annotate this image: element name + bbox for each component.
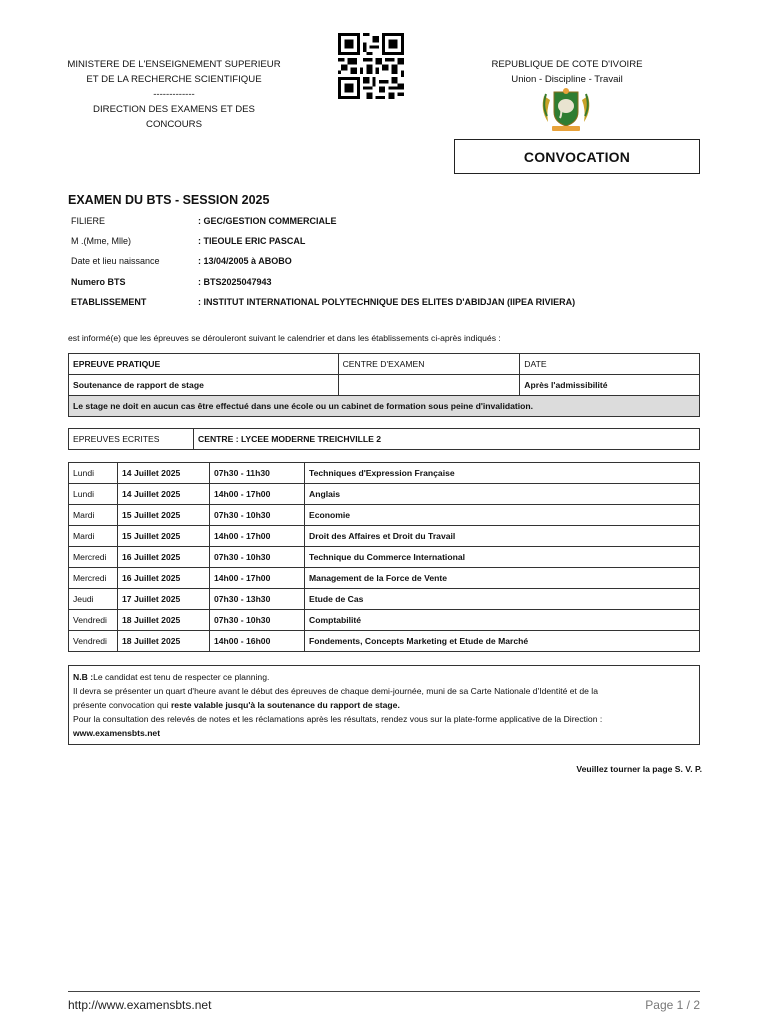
table-cell: EPREUVES ECRITES xyxy=(69,429,194,450)
table-row xyxy=(69,547,700,568)
footer-divider xyxy=(68,991,700,992)
written-exam-header xyxy=(68,428,700,450)
date-cell: 18 Juillet 2025 xyxy=(118,610,210,631)
time-cell: 07h30 - 13h30 xyxy=(210,589,305,610)
ministry-line-1: MINISTERE DE L'ENSEIGNEMENT SUPERIEUR xyxy=(67,59,281,70)
document-title: CONVOCATION xyxy=(454,139,700,174)
info-value: : INSTITUT INTERNATIONAL POLYTECHNIQUE DES ELITES D'ABIDJAN (IIPEA RIVIERA) xyxy=(198,297,576,307)
ministry-header xyxy=(60,57,288,132)
nb-notice xyxy=(68,665,700,745)
table-row xyxy=(69,610,700,631)
practical-exam-table xyxy=(68,353,700,417)
day-cell: Lundi xyxy=(69,463,118,484)
nb-line-2: Il devra se présenter un quart d'heure avant le début des épreuves de chaque demi-journée, muni de sa Carte Nationale d'Identité et de la xyxy=(73,686,598,696)
nb-line-4: Pour la consultation des relevés de notes et les réclamations après les résultats, rendez vous sur la plate-forme applicative de la Direction : xyxy=(73,714,603,724)
schedule-table xyxy=(68,462,700,652)
republic-name: REPUBLIQUE DE COTE D'IVOIRE xyxy=(491,59,643,70)
notice-cell: Le stage ne doit en aucun cas être effectué dans une école ou un cabinet de formation sous peine d'invalidation. xyxy=(69,396,700,417)
info-value: : GEC/GESTION COMMERCIALE xyxy=(198,216,337,226)
direction-line-2: CONCOURS xyxy=(146,119,202,130)
subject-cell: Anglais xyxy=(305,484,700,505)
time-cell: 07h30 - 10h30 xyxy=(210,610,305,631)
nb-line-1 xyxy=(73,670,695,684)
subject-cell: Technique du Commerce International xyxy=(305,547,700,568)
date-cell: 15 Juillet 2025 xyxy=(118,505,210,526)
day-cell: Jeudi xyxy=(69,589,118,610)
ministry-line-2: ET DE LA RECHERCHE SCIENTIFIQUE xyxy=(86,74,262,85)
nb-text: Le candidat est tenu de respecter ce planning. xyxy=(93,672,270,682)
info-value: : TIEOULE ERIC PASCAL xyxy=(198,236,306,246)
table-cell: Après l'admissibilité xyxy=(520,375,700,396)
day-cell: Mercredi xyxy=(69,547,118,568)
nb-emphasis: reste valable jusqu'à la soutenance du rapport de stage. xyxy=(170,700,400,710)
table-row xyxy=(69,463,700,484)
time-cell: 14h00 - 17h00 xyxy=(210,568,305,589)
info-value: : 13/04/2005 à ABOBO xyxy=(198,256,292,266)
info-value: : BTS2025047943 xyxy=(198,277,272,287)
header-cell: DATE xyxy=(520,354,700,375)
subject-cell: Etude de Cas xyxy=(305,589,700,610)
day-cell: Vendredi xyxy=(69,610,118,631)
table-row xyxy=(69,589,700,610)
header-separator: ------------- xyxy=(153,89,195,100)
subject-cell: Techniques d'Expression Française xyxy=(305,463,700,484)
subject-cell: Fondements, Concepts Marketing et Etude de Marché xyxy=(305,631,700,652)
day-cell: Lundi xyxy=(69,484,118,505)
republic-motto: Union - Discipline - Travail xyxy=(511,74,623,85)
table-row xyxy=(69,375,700,396)
nb-link[interactable]: www.examensbts.net xyxy=(73,728,161,738)
page-number: Page 1 / 2 xyxy=(645,998,700,1012)
day-cell: Mercredi xyxy=(69,568,118,589)
table-row xyxy=(69,505,700,526)
table-cell xyxy=(338,375,520,396)
time-cell: 07h30 - 11h30 xyxy=(210,463,305,484)
time-cell: 07h30 - 10h30 xyxy=(210,547,305,568)
date-cell: 14 Juillet 2025 xyxy=(118,463,210,484)
table-cell: Soutenance de rapport de stage xyxy=(69,375,339,396)
direction-line-1: DIRECTION DES EXAMENS ET DES xyxy=(93,104,255,115)
footer-url[interactable]: http://www.examensbts.net xyxy=(68,998,212,1012)
header-cell: CENTRE D'EXAMEN xyxy=(338,354,520,375)
exam-title: EXAMEN DU BTS - SESSION 2025 xyxy=(68,193,270,207)
date-cell: 14 Juillet 2025 xyxy=(118,484,210,505)
info-label: M .(Mme, Mlle) xyxy=(71,236,131,246)
info-label: FILIERE xyxy=(71,216,106,226)
table-cell: CENTRE : LYCEE MODERNE TREICHVILLE 2 xyxy=(194,429,700,450)
table-row xyxy=(69,631,700,652)
subject-cell: Droit des Affaires et Droit du Travail xyxy=(305,526,700,547)
day-cell: Mardi xyxy=(69,526,118,547)
qr-code-icon xyxy=(338,33,404,99)
table-row xyxy=(69,568,700,589)
notice-row xyxy=(69,396,700,417)
nb-line-3 xyxy=(73,698,695,712)
table-row xyxy=(69,484,700,505)
turn-page-note: Veuillez tourner la page S. V. P. xyxy=(576,764,702,774)
republic-header xyxy=(462,57,672,87)
time-cell: 07h30 - 10h30 xyxy=(210,505,305,526)
day-cell: Mardi xyxy=(69,505,118,526)
table-row xyxy=(69,526,700,547)
subject-cell: Management de la Force de Vente xyxy=(305,568,700,589)
nb-prefix: N.B : xyxy=(73,672,94,682)
info-label: Date et lieu naissance xyxy=(71,256,160,266)
intro-text: est informé(e) que les épreuves se dérouleront suivant le calendrier et dans les établissements ci-après indiqués : xyxy=(68,333,501,343)
time-cell: 14h00 - 17h00 xyxy=(210,484,305,505)
date-cell: 15 Juillet 2025 xyxy=(118,526,210,547)
header-cell: EPREUVE PRATIQUE xyxy=(69,354,339,375)
time-cell: 14h00 - 16h00 xyxy=(210,631,305,652)
subject-cell: Economie xyxy=(305,505,700,526)
day-cell: Vendredi xyxy=(69,631,118,652)
coat-of-arms-icon xyxy=(538,86,594,134)
time-cell: 14h00 - 17h00 xyxy=(210,526,305,547)
date-cell: 17 Juillet 2025 xyxy=(118,589,210,610)
date-cell: 16 Juillet 2025 xyxy=(118,568,210,589)
date-cell: 18 Juillet 2025 xyxy=(118,631,210,652)
subject-cell: Comptabilité xyxy=(305,610,700,631)
info-label: Numero BTS xyxy=(71,277,126,287)
table-row xyxy=(69,429,700,450)
date-cell: 16 Juillet 2025 xyxy=(118,547,210,568)
nb-text: présente convocation qui xyxy=(73,700,171,710)
info-label: ETABLISSEMENT xyxy=(71,297,147,307)
table-header-row xyxy=(69,354,700,375)
